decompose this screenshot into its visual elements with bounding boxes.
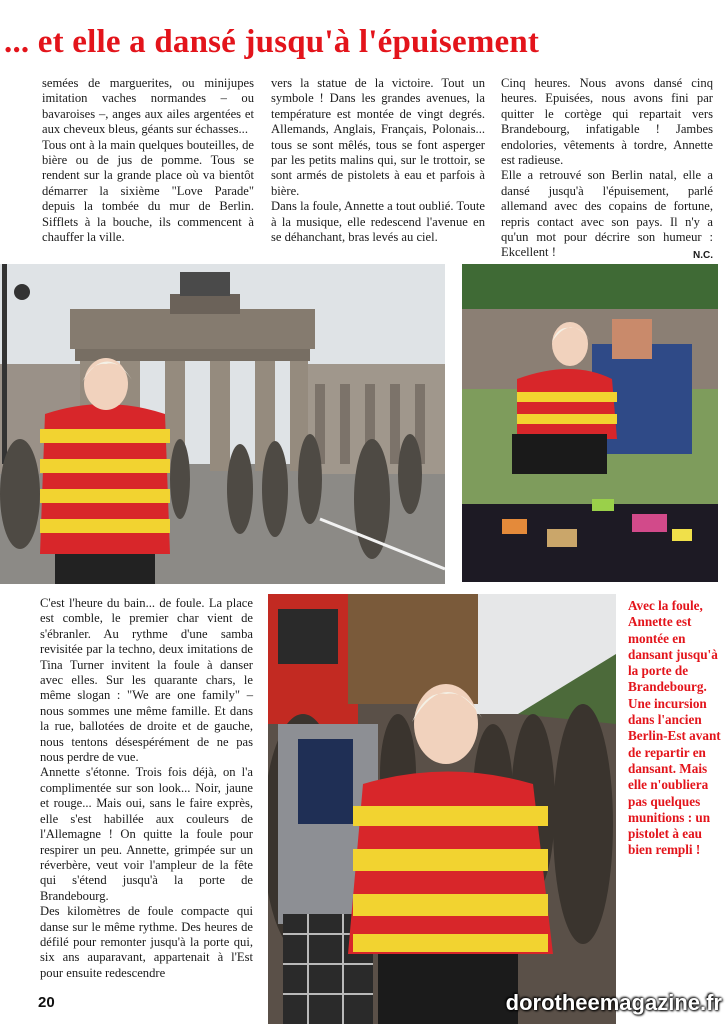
watermark: dorotheemagazine.fr — [505, 990, 722, 1015]
column-1 — [42, 76, 254, 245]
paragraph: semées de marguerites, ou minijupes imitation vaches normandes – ou bavaroises –, anges aux ailes argentées et aux cheveux bleus, géants sur échasses... — [42, 76, 254, 137]
paragraph: Tous ont à la main quelques bouteilles, de bière ou de jus de pomme. Tous se rendent sur la grande place où va bientôt démarrer la sixième "Love Parade" depuis la tombée du mur de Berlin. Sifflets à la bouche, ils commencent à chauffer la ville. — [42, 137, 254, 245]
column-2 — [271, 76, 485, 245]
paragraph: Elle a retrouvé son Berlin natal, elle a dansé jusqu'à l'épuisement, parlé allemand avec des copains de fortune, repris contact avec son pays. Il n'y a qu'un mot pour décrire son humeur : Ekcellent ! — [501, 168, 713, 260]
paragraph: Annette s'étonne. Trois fois déjà, on l'a complimentée sur son look... Noir, jaune et rouge... Mais oui, sans le faire exprès, elle s'est habillée aux couleurs de l'Allemagne ! On quitte la foule pour respirer un peu. Annette, grimpée sur un réverbère, veut voir l'ampleur de la fête qui s'étend jusqu'à la porte de Brandebourg. — [40, 765, 253, 903]
photo-caption: Avec la foule, Annette est montée en dansant jusqu'à la porte de Brandebourg. Une incursion dans l'ancien Berlin-Est avant de repartir en dansant. Mais elle n'oubliera pas quelques munitions : un pistolet à eau bien rempli ! — [628, 598, 721, 858]
headline: ... et elle a dansé jusqu'à l'épuisement — [4, 24, 540, 60]
paragraph: C'est l'heure du bain... de foule. La place est comble, le premier char vient de s'ébranler. Au rythme d'une samba revisitée par la techno, deux imitations de Tina Turner invitent la foule à danser avec elles. Sur les quarante chars, le même slogan : "We are one family" – nous sommes une même famille. Et dans la rue, ballotées de droite et de gauche, nous tentons désespérément de ne pas nous perdre de vue. — [40, 596, 253, 765]
paragraph: Des kilomètres de foule compacte qui danse sur le même rythme. Des heures de défilé pour remonter jusqu'à la porte qui, six ans auparavant, appartenait à l'Est pour ensuite redescendre — [40, 904, 253, 980]
paragraph: Cinq heures. Nous avons dansé cinq heures. Epuisées, nous avons fini par quitter le cortège qui repartait vers Brandebourg, infatigable ! Jambes endolories, vêtements à tordre, Annette est radieuse. — [501, 76, 713, 168]
photo-brandenburg-gate — [0, 264, 445, 584]
column-3 — [501, 76, 713, 263]
column-bottom — [40, 596, 253, 981]
paragraph: Dans la foule, Annette a tout oublié. Toute à la musique, elle redescend l'avenue en se déhanchant, bras levés au ciel. — [271, 199, 485, 245]
photo-annette-parade — [268, 594, 616, 1024]
page-number: 20 — [38, 994, 55, 1011]
photo-annette-sitting — [462, 264, 718, 582]
paragraph: vers la statue de la victoire. Tout un symbole ! Dans les grandes avenues, la température est montée de vingt degrés. Allemands, Anglais, Français, Polonais... tous se sont mêlés, tous se font asperger par les petits malins qui, sur le trottoir, se sont armés de pistolets à eau et parfois à bière. — [271, 76, 485, 198]
author-signature: N.C. — [693, 249, 713, 261]
